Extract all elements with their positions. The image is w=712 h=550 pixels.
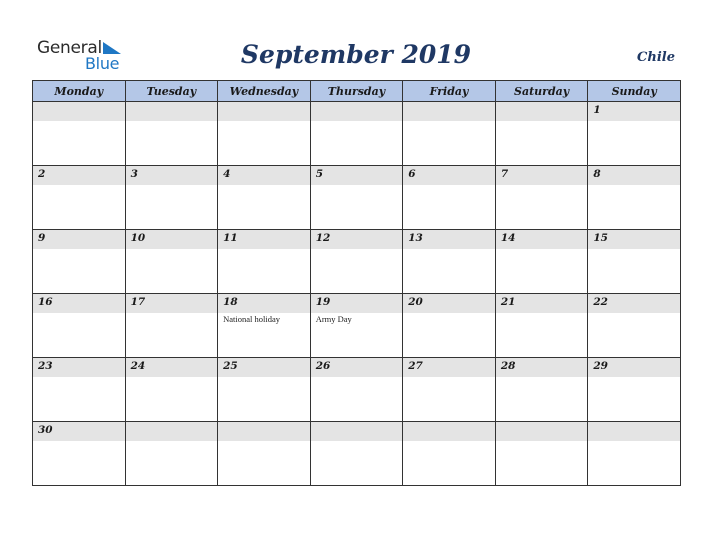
calendar-grid — [32, 80, 681, 486]
day-number — [588, 422, 680, 441]
day-number: 19 — [311, 294, 403, 313]
day-event — [311, 441, 403, 442]
day-event — [496, 121, 588, 122]
week-row — [33, 358, 681, 422]
day-event — [403, 185, 495, 186]
day-cell — [125, 102, 218, 166]
day-number: 17 — [126, 294, 218, 313]
logo-text-general: General — [37, 38, 102, 58]
day-cell — [33, 422, 126, 486]
day-event — [311, 377, 403, 378]
day-event — [33, 249, 125, 250]
day-event — [126, 185, 218, 186]
day-cell — [310, 294, 403, 358]
day-cell — [588, 294, 681, 358]
day-event — [496, 185, 588, 186]
day-number: 5 — [311, 166, 403, 185]
day-event — [218, 249, 310, 250]
day-number — [218, 102, 310, 121]
day-number — [126, 422, 218, 441]
day-event — [218, 185, 310, 186]
day-number: 9 — [33, 230, 125, 249]
day-cell — [588, 422, 681, 486]
day-event — [218, 121, 310, 122]
day-number: 25 — [218, 358, 310, 377]
day-number: 20 — [403, 294, 495, 313]
day-number: 29 — [588, 358, 680, 377]
day-number — [311, 422, 403, 441]
day-cell — [495, 230, 588, 294]
day-event — [126, 377, 218, 378]
day-number: 6 — [403, 166, 495, 185]
day-number — [126, 102, 218, 121]
day-event — [588, 377, 680, 378]
day-number: 10 — [126, 230, 218, 249]
day-number: 14 — [496, 230, 588, 249]
day-event — [588, 121, 680, 122]
day-event — [496, 249, 588, 250]
day-event — [588, 185, 680, 186]
weekday-header: Sunday — [588, 81, 681, 102]
day-event — [218, 377, 310, 378]
day-cell — [125, 422, 218, 486]
day-cell — [495, 358, 588, 422]
day-cell — [588, 102, 681, 166]
day-cell — [218, 102, 311, 166]
day-event — [403, 441, 495, 442]
day-number: 7 — [496, 166, 588, 185]
day-number: 8 — [588, 166, 680, 185]
day-number — [403, 422, 495, 441]
day-number: 15 — [588, 230, 680, 249]
day-event — [126, 313, 218, 314]
day-event — [588, 313, 680, 314]
day-cell — [403, 358, 496, 422]
week-row — [33, 102, 681, 166]
day-cell — [125, 230, 218, 294]
day-event — [403, 121, 495, 122]
day-event — [33, 441, 125, 442]
day-cell — [495, 422, 588, 486]
day-number: 18 — [218, 294, 310, 313]
day-cell — [310, 166, 403, 230]
day-number: 1 — [588, 102, 680, 121]
logo-text-blue: Blue — [85, 54, 120, 73]
day-cell — [218, 230, 311, 294]
day-cell — [588, 230, 681, 294]
day-event — [33, 185, 125, 186]
day-number: 27 — [403, 358, 495, 377]
day-number: 24 — [126, 358, 218, 377]
day-cell — [125, 294, 218, 358]
day-cell — [310, 102, 403, 166]
day-number: 23 — [33, 358, 125, 377]
weekday-header: Thursday — [310, 81, 403, 102]
day-cell — [33, 294, 126, 358]
week-row — [33, 166, 681, 230]
day-number: 26 — [311, 358, 403, 377]
week-row — [33, 422, 681, 486]
day-event — [588, 249, 680, 250]
day-number: 13 — [403, 230, 495, 249]
day-event: National holiday — [223, 314, 281, 324]
day-event — [496, 313, 588, 314]
day-number: 3 — [126, 166, 218, 185]
day-cell — [33, 102, 126, 166]
day-number: 12 — [311, 230, 403, 249]
day-cell — [33, 230, 126, 294]
day-number — [496, 102, 588, 121]
day-cell — [495, 102, 588, 166]
day-event — [403, 249, 495, 250]
weekday-header: Wednesday — [218, 81, 311, 102]
day-number: 4 — [218, 166, 310, 185]
weekday-header: Monday — [33, 81, 126, 102]
day-cell — [495, 294, 588, 358]
day-cell — [125, 358, 218, 422]
day-event — [33, 377, 125, 378]
day-event — [403, 377, 495, 378]
day-number: 30 — [33, 422, 125, 441]
day-cell — [403, 102, 496, 166]
day-number — [496, 422, 588, 441]
day-event — [496, 377, 588, 378]
day-event — [311, 121, 403, 122]
day-number: 2 — [33, 166, 125, 185]
day-event — [33, 313, 125, 314]
day-cell — [495, 166, 588, 230]
day-event — [311, 249, 403, 250]
day-number — [218, 422, 310, 441]
day-cell — [218, 166, 311, 230]
day-number: 28 — [496, 358, 588, 377]
day-cell — [403, 294, 496, 358]
day-event — [218, 441, 310, 442]
day-event: Army Day — [315, 314, 352, 324]
day-number: 11 — [218, 230, 310, 249]
day-cell — [218, 358, 311, 422]
day-cell — [403, 166, 496, 230]
week-row — [33, 294, 681, 358]
day-cell — [218, 294, 311, 358]
day-event — [403, 313, 495, 314]
day-event — [126, 441, 218, 442]
weekday-header: Friday — [403, 81, 496, 102]
day-number: 21 — [496, 294, 588, 313]
day-event — [126, 249, 218, 250]
day-cell — [403, 230, 496, 294]
day-event — [33, 121, 125, 122]
day-cell — [310, 422, 403, 486]
calendar-body — [33, 102, 681, 486]
day-number: 16 — [33, 294, 125, 313]
day-event — [496, 441, 588, 442]
day-cell — [310, 230, 403, 294]
day-cell — [588, 166, 681, 230]
weekday-header-row — [33, 81, 681, 102]
day-cell — [33, 166, 126, 230]
day-cell — [310, 358, 403, 422]
day-cell — [403, 422, 496, 486]
day-number — [33, 102, 125, 121]
day-cell — [33, 358, 126, 422]
day-event — [311, 185, 403, 186]
weekday-header: Saturday — [495, 81, 588, 102]
country-label: Chile — [637, 50, 675, 65]
week-row — [33, 230, 681, 294]
day-event — [588, 441, 680, 442]
day-number — [403, 102, 495, 121]
day-number: 22 — [588, 294, 680, 313]
day-cell — [125, 166, 218, 230]
calendar-title: September 2019 — [240, 40, 472, 69]
weekday-header: Tuesday — [125, 81, 218, 102]
day-event — [126, 121, 218, 122]
day-cell — [588, 358, 681, 422]
day-number — [311, 102, 403, 121]
day-cell — [218, 422, 311, 486]
